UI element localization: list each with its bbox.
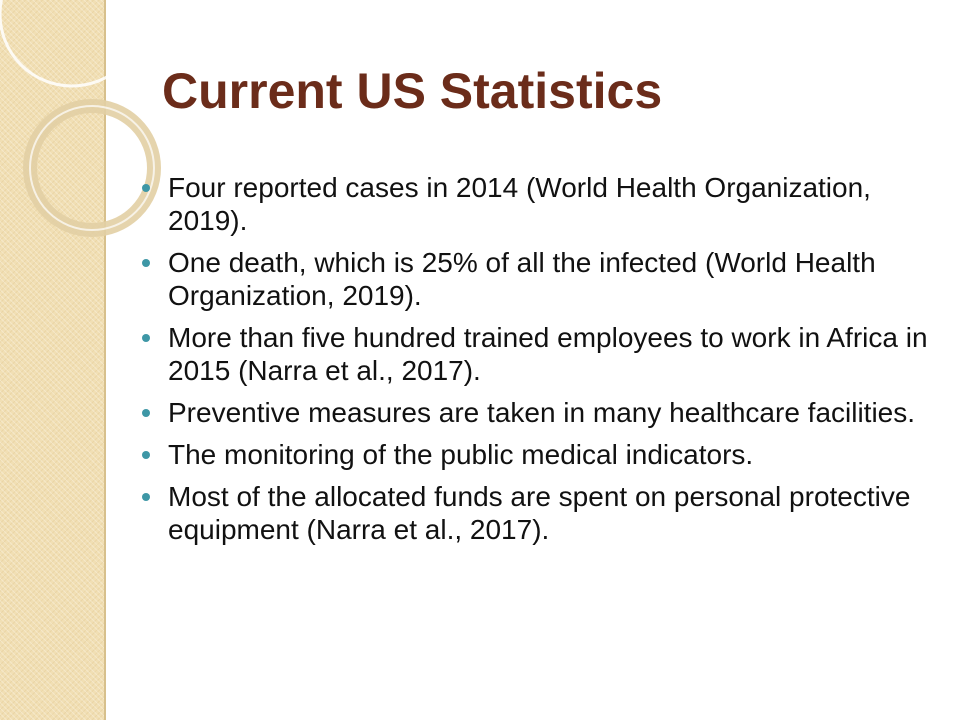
bullet-text: Four reported cases in 2014 (World Health Organization, 2019). xyxy=(168,172,871,236)
slide-title: Current US Statistics xyxy=(162,63,663,119)
bullet-text: One death, which is 25% of all the infected (World Health Organization, 2019). xyxy=(168,247,876,311)
bullet-dot-icon xyxy=(142,184,150,192)
bullet-dot-icon xyxy=(142,409,150,417)
bullet-item xyxy=(138,321,928,387)
decorative-circle-top xyxy=(0,0,144,86)
bullet-item xyxy=(138,246,928,312)
bullet-item xyxy=(138,396,928,429)
bullet-dot-icon xyxy=(142,334,150,342)
bullet-text: Most of the allocated funds are spent on personal protective equipment (Narra et al., 2017). xyxy=(168,481,911,545)
bullet-dot-icon xyxy=(142,259,150,267)
bullet-dot-icon xyxy=(142,493,150,501)
bullet-text: Preventive measures are taken in many healthcare facilities. xyxy=(168,397,916,428)
decorative-circle-middle-highlight xyxy=(30,106,154,230)
bullet-item xyxy=(138,480,928,546)
bullet-dot-icon xyxy=(142,451,150,459)
bullet-item xyxy=(138,438,928,471)
decorative-circles xyxy=(0,0,150,260)
bullet-item xyxy=(138,171,928,237)
bullet-text: The monitoring of the public medical indicators. xyxy=(168,439,754,470)
bullet-list xyxy=(138,171,928,555)
bullet-text: More than five hundred trained employees to work in Africa in 2015 (Narra et al., 2017). xyxy=(168,322,928,386)
